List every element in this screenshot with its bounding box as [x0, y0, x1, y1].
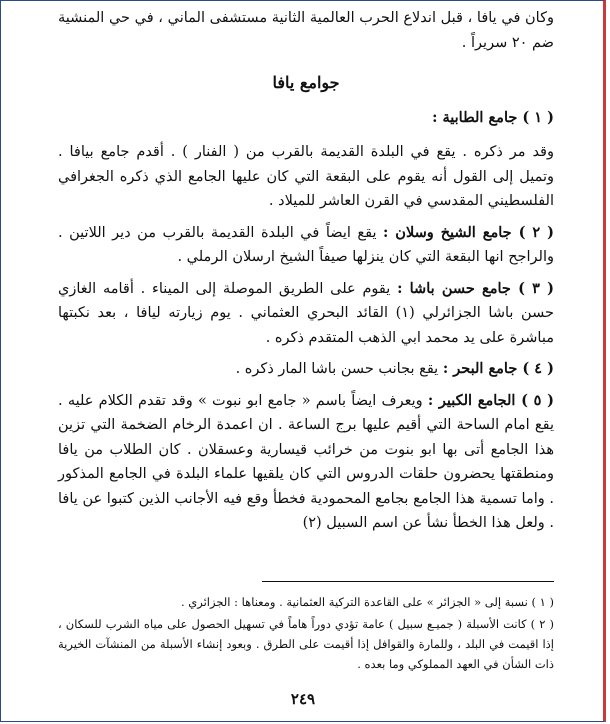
footnote-divider — [262, 581, 554, 582]
entry-5 — [58, 389, 554, 536]
entry-body-1: وقد مر ذكره . يقع في البلدة القديمة بالقرب من ( الفنار ) . أقدم جامع بيافا . وتميل إلى القول أنه يقوم على البقعة التي كان عليها الجامع الذي ذكره الجغرافي الفلسطيني المقدسي في القرن العاشر للميلاد . — [58, 144, 554, 209]
entry-heading-4: ( ٤ ) جامع البحر : — [442, 360, 554, 377]
footnotes — [58, 592, 554, 676]
footnote-1: ( ١ ) نسبة إلى « الجزائر » على القاعدة التركية العثمانية . ومعناها : الجزائري . — [180, 595, 554, 609]
entry-heading-1: ( ١ ) جامع الطابية : — [432, 108, 554, 126]
intro-paragraph: وكان في يافا ، قبل اندلاع الحرب العالمية الثانية مستشفى الماني ، في حي المنشية ضم ٢٠ سريراً . — [58, 10, 554, 51]
footnote-2: ( ٢ ) كانت الأسبلة ( جميـع سبيل ) عامة تؤدي دوراً هاماً في تسهيل الحصول على مياه الشرب للسكان ، إذا اقيمت في البلد ، وللمارة والقوافل إذا أقيمت على الطرق . وبعود إنشاء الأسبلة من المنشآت الخيرية ذات الشأن في العهد المملوكي وما بعده . — [58, 617, 554, 671]
entry-body-2: يقع ايضاً في البلدة القديمة بالقرب من دير اللاتين . والراجح انها البقعة التي كان ينزلها صيفاً الشيخ ارسلان الرملي . — [58, 224, 554, 265]
entry-4 — [58, 357, 554, 382]
entry-3 — [58, 277, 554, 351]
entry-heading-2: ( ٢ ) جامع الشيخ وسلان : — [383, 223, 554, 241]
page-number: ٢٤٩ — [290, 690, 316, 708]
entry-heading-3: ( ٣ ) جامع حسن باشا : — [397, 279, 555, 297]
page-body — [58, 6, 554, 543]
entry-heading-5: ( ٥ ) الجامع الكبير : — [427, 391, 554, 409]
entry-body-4: يقع بجانب حسن باشا المار ذكره . — [235, 361, 439, 377]
entry-body-3: يقوم على الطريق الموصلة إلى الميناء . أقامه الغازي حسن باشا الجزائرلي (١) القائد البحري العثماني . يوم زيارته ليافا ، بعد نكبتها مباشرة على يد محمد ابي الذهب المتقدم ذكره . — [58, 280, 554, 346]
entry-2 — [58, 221, 554, 270]
entry-body-5: ويعرف ايضاً باسم « جامع ابو نبوت » وقد تقدم الكلام عليه . يقع امام الساحة التي أقيم عليها برج الساعة . ان اعمدة الرخام الضخمة التي تزين هذا الجامع أتى بها ابو بنوت من خرائب قيسارية وعسقلان . كان الطلاب من يافا ومنطقتها يحضرون حلقات الدروس التي كان يلقيها علماء البلدة في الجامع المذكور . واما تسمية هذا الجامع بجامع المحمودية فخطأ وقع فيه الأجانب الذين كتبوا عن يافا . ولعل هذا الخطأ نشأ عن اسم السبيل (٢) — [58, 392, 554, 531]
section-title: جوامع يافا — [272, 73, 340, 92]
